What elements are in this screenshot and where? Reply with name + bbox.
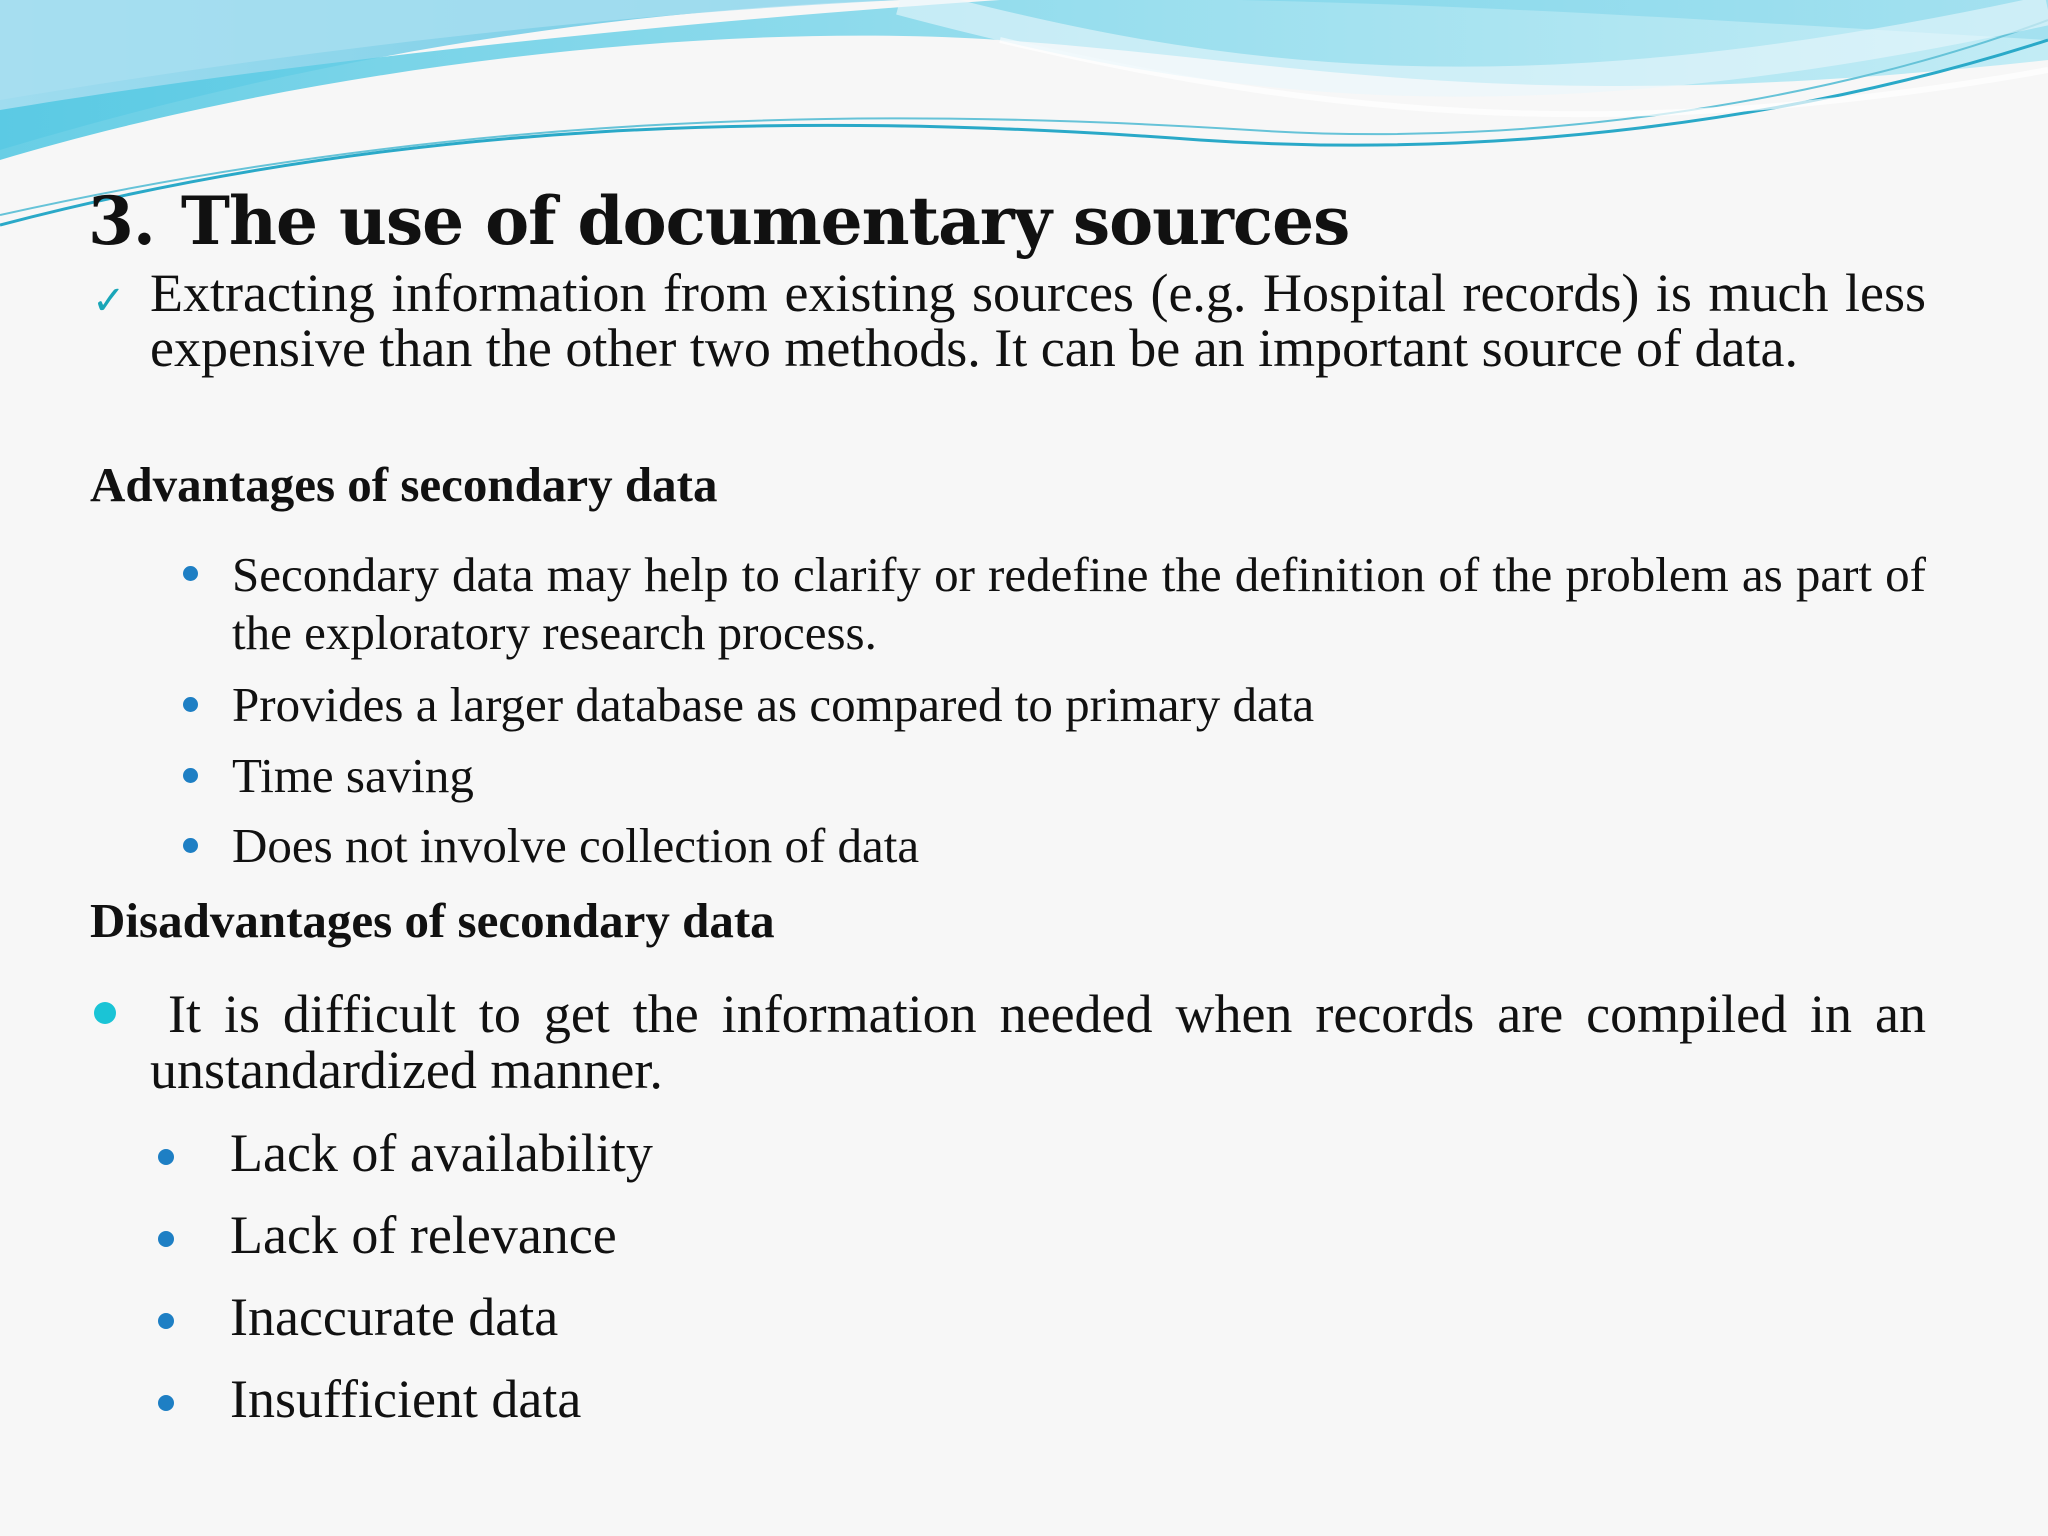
- intro-paragraph: Extracting information from existing sources (e.g. Hospital records) is much less expensive than the other two methods. It can be an important source of data.: [150, 263, 1926, 378]
- list-item: Lack of availability: [230, 1123, 653, 1183]
- bullet-dot-icon: [183, 768, 198, 783]
- bullet-dot-icon: [158, 1149, 174, 1165]
- check-mark-icon: ✓: [92, 278, 126, 324]
- title-number: 3.: [88, 182, 155, 260]
- disadvantages-heading: Disadvantages of secondary data: [90, 893, 775, 948]
- list-item: Time saving: [232, 748, 474, 803]
- bullet-dot-icon: [183, 838, 198, 853]
- list-item: Inaccurate data: [230, 1287, 559, 1347]
- bullet-dot-icon: [94, 1002, 116, 1024]
- bullet-dot-icon: [183, 566, 198, 581]
- bullet-dot-icon: [158, 1231, 174, 1247]
- title-text: The use of documentary sources: [180, 182, 1350, 260]
- bullet-dot-icon: [183, 697, 198, 712]
- advantages-heading: Advantages of secondary data: [90, 457, 718, 512]
- slide-title: [88, 182, 1349, 260]
- list-item: Secondary data may help to clarify or redefine the definition of the problem as part of the exploratory research process.: [232, 547, 1926, 660]
- list-item: Lack of relevance: [230, 1205, 617, 1265]
- bullet-dot-icon: [158, 1313, 174, 1329]
- disadvantages-main-text: It is difficult to get the information needed when records are compiled in an unstandardized manner.: [150, 984, 1926, 1100]
- list-item: Insufficient data: [230, 1369, 582, 1429]
- list-item: Provides a larger database as compared to primary data: [232, 677, 1315, 732]
- bullet-dot-icon: [158, 1395, 174, 1411]
- list-item: Does not involve collection of data: [232, 818, 920, 873]
- disadvantages-main-paragraph: [150, 986, 1926, 1098]
